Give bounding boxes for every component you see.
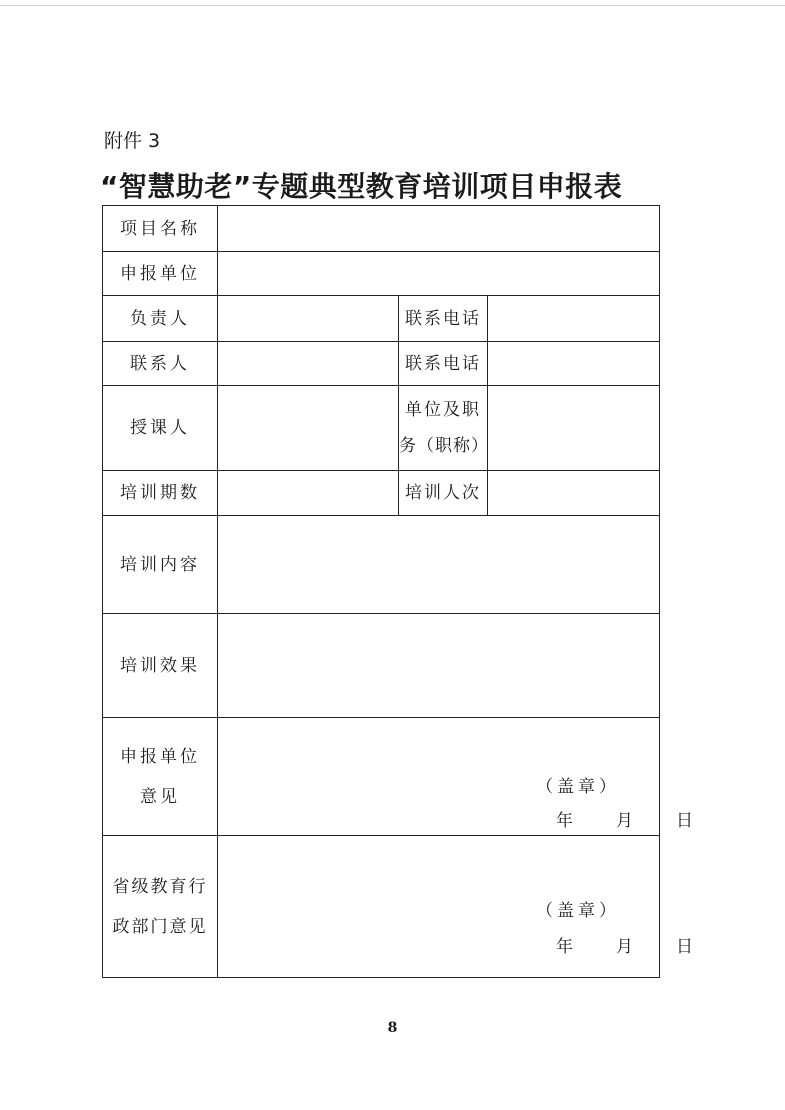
label-trainees: 培训人次: [399, 471, 488, 516]
attachment-label: 附件 3: [104, 130, 161, 152]
date-day-1: 日: [676, 811, 696, 831]
input-contact[interactable]: [218, 342, 399, 386]
label-unit-title-line2: 务（职称）: [399, 436, 489, 456]
applicant-opinion-area[interactable]: [218, 718, 696, 836]
application-form: [102, 205, 696, 978]
input-leader[interactable]: [218, 296, 399, 342]
input-phone-2[interactable]: [488, 342, 660, 386]
label-project-name: 项目名称: [103, 206, 218, 252]
input-sessions[interactable]: [218, 471, 399, 516]
page-number: 8: [387, 1020, 398, 1036]
label-phone-2: 联系电话: [399, 342, 488, 386]
row-contact: [103, 342, 660, 386]
label-contact: 联系人: [103, 342, 218, 386]
date-year-1: 年: [556, 811, 576, 831]
label-applicant-opinion-line1: 申报单位: [120, 746, 200, 767]
label-effect: 培训效果: [103, 614, 218, 718]
row-applicant-opinion: [103, 718, 660, 836]
row-education-opinion: [103, 836, 660, 978]
label-applicant-unit: 申报单位: [103, 252, 218, 296]
input-unit-title[interactable]: [488, 386, 660, 471]
row-leader: [103, 296, 660, 342]
label-content: 培训内容: [103, 516, 218, 614]
row-content: [103, 516, 660, 614]
seal-label-2: （盖章）: [536, 901, 620, 921]
label-unit-title: [399, 386, 488, 471]
applicant-sign-block: [218, 718, 696, 835]
input-effect[interactable]: [218, 614, 660, 718]
label-phone-1: 联系电话: [399, 296, 488, 342]
row-sessions: [103, 471, 660, 516]
row-applicant-unit: [103, 252, 660, 296]
seal-label-1: （盖章）: [536, 777, 620, 797]
label-education-opinion: [103, 836, 218, 978]
label-unit-title-line1: 单位及职: [405, 400, 481, 420]
input-project-name[interactable]: [218, 206, 660, 252]
input-phone-1[interactable]: [488, 296, 660, 342]
education-sign-block: [218, 836, 696, 977]
label-sessions: 培训期数: [103, 471, 218, 516]
input-applicant-unit[interactable]: [218, 252, 660, 296]
label-leader: 负责人: [103, 296, 218, 342]
label-applicant-opinion: [103, 718, 218, 836]
date-day-2: 日: [676, 937, 696, 957]
input-lecturer[interactable]: [218, 386, 399, 471]
label-applicant-opinion-line2: 意见: [140, 786, 180, 807]
date-month-1: 月: [616, 811, 636, 831]
education-opinion-area[interactable]: [218, 836, 696, 978]
label-lecturer: 授课人: [103, 386, 218, 471]
input-trainees[interactable]: [488, 471, 660, 516]
form-title: “智慧助老”专题典型教育培训项目申报表: [100, 170, 623, 203]
row-lecturer: [103, 386, 660, 471]
row-project-name: [103, 206, 660, 252]
label-education-opinion-line2: 政部门意见: [112, 916, 208, 937]
label-education-opinion-line1: 省级教育行: [112, 876, 208, 897]
input-content[interactable]: [218, 516, 660, 614]
page-top-edge: [0, 5, 785, 6]
row-effect: [103, 614, 660, 718]
date-year-2: 年: [556, 937, 576, 957]
date-month-2: 月: [616, 937, 636, 957]
